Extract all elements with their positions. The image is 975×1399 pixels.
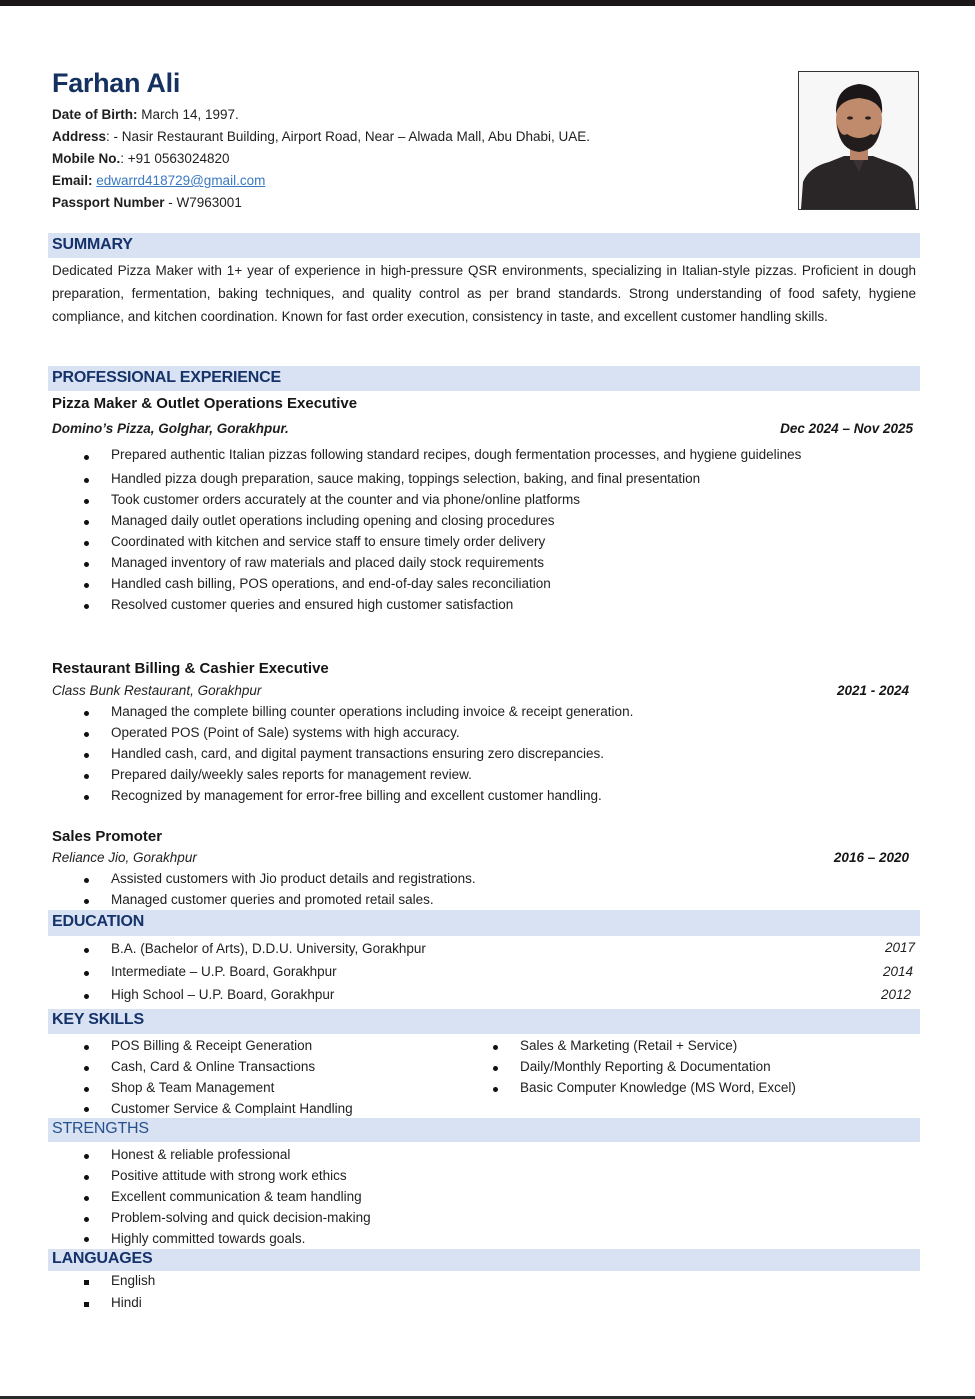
list-item: Coordinated with kitchen and service staff to ensure timely order delivery [82, 532, 801, 553]
email-line [52, 173, 265, 188]
list-item: Handled pizza dough preparation, sauce making, toppings selection, baking, and final presentation [82, 469, 801, 490]
mobile-line [52, 151, 229, 166]
address-value: : - Nasir Restaurant Building, Airport Road, Near – Alwada Mall, Abu Dhabi, UAE. [106, 129, 591, 144]
job-dates: 2021 - 2024 [836, 683, 909, 698]
passport-value: - W7963001 [164, 195, 242, 210]
list-item: POS Billing & Receipt Generation [82, 1036, 353, 1057]
section-title: STRENGTHS [52, 1120, 149, 1137]
section-title: KEY SKILLS [52, 1011, 144, 1028]
top-edge-bar [0, 0, 975, 6]
strengths-list [82, 1145, 371, 1249]
list-item: Handled cash, card, and digital payment transactions ensuring zero discrepancies. [82, 744, 633, 765]
list-item: Recognized by management for error-free billing and excellent customer handling. [82, 786, 633, 807]
education-year: 2012 [880, 987, 911, 1002]
list-item: Positive attitude with strong work ethics [82, 1166, 371, 1187]
job-company: Reliance Jio, Gorakhpur [52, 850, 197, 865]
job-title: Sales Promoter [52, 828, 163, 845]
job-dates: Dec 2024 – Nov 2025 [780, 421, 913, 436]
list-item: Intermediate – U.P. Board, Gorakhpur [82, 961, 426, 984]
list-item: Prepared authentic Italian pizzas following standard recipes, dough fermentation processes, and hygiene guidelines [82, 445, 801, 469]
list-item: Prepared daily/weekly sales reports for management review. [82, 765, 633, 786]
list-item: Managed daily outlet operations including opening and closing procedures [82, 511, 801, 532]
person-photo-icon [799, 72, 918, 209]
section-title: PROFESSIONAL EXPERIENCE [52, 369, 281, 386]
job-bullets [82, 445, 801, 616]
list-item: English [82, 1271, 155, 1293]
candidate-name: Farhan Ali [52, 68, 181, 98]
job-title: Pizza Maker & Outlet Operations Executive [52, 395, 358, 412]
list-item: Handled cash billing, POS operations, and end-of-day sales reconciliation [82, 574, 801, 595]
dob-line [52, 107, 239, 122]
profile-photo [798, 71, 919, 210]
email-label: Email: [52, 173, 93, 188]
list-item: Assisted customers with Jio product details and registrations. [82, 869, 476, 890]
dob-value: March 14, 1997. [137, 107, 239, 122]
skills-list-right [491, 1036, 796, 1099]
passport-line [52, 195, 242, 210]
list-item: Managed the complete billing counter operations including invoice & receipt generation. [82, 702, 633, 723]
education-year: 2014 [882, 964, 913, 979]
section-title: LANGUAGES [52, 1250, 153, 1267]
list-item: Cash, Card & Online Transactions [82, 1057, 353, 1078]
section-education-header [48, 910, 920, 936]
passport-label: Passport Number [52, 195, 165, 210]
section-title: SUMMARY [52, 236, 133, 253]
job-bullets [82, 869, 476, 911]
address-label: Address [52, 129, 107, 144]
section-strengths-header [48, 1118, 920, 1142]
list-item: Customer Service & Complaint Handling [82, 1099, 353, 1119]
section-skills-header [48, 1009, 920, 1034]
list-item: Operated POS (Point of Sale) systems with high accuracy. [82, 723, 633, 744]
list-item: Problem-solving and quick decision-making [82, 1208, 371, 1229]
list-item: Excellent communication & team handling [82, 1187, 371, 1208]
list-item: Resolved customer queries and ensured high customer satisfaction [82, 595, 801, 616]
job-title: Restaurant Billing & Cashier Executive [52, 660, 329, 677]
job-company: Class Bunk Restaurant, Gorakhpur [52, 683, 262, 698]
job-bullets [82, 702, 633, 807]
job-dates: 2016 – 2020 [833, 850, 909, 865]
list-item: Sales & Marketing (Retail + Service) [491, 1036, 796, 1057]
section-experience-header [48, 366, 920, 391]
list-item: Managed customer queries and promoted retail sales. [82, 890, 476, 911]
list-item: Honest & reliable professional [82, 1145, 371, 1166]
list-item: Hindi [82, 1293, 155, 1315]
email-link[interactable]: edwarrd418729@gmail.com [96, 173, 266, 188]
job-company: Domino’s Pizza, Golghar, Gorakhpur. [52, 421, 289, 436]
education-list [82, 938, 426, 1007]
address-line [52, 129, 590, 144]
list-item: Highly committed towards goals. [82, 1229, 371, 1249]
summary-text: Dedicated Pizza Maker with 1+ year of experience in high-pressure QSR environments, specializing in Italian-style pizzas. Proficient in dough preparation, fermentation, baking techniques, and quality control as per brand standards. Strong understanding of food safety, hygiene compliance, and kitchen coordination. Known for fast order execution, consistency in taste, and excellent customer handling skills. [52, 263, 916, 324]
mobile-value: : +91 0563024820 [120, 151, 230, 166]
list-item: Took customer orders accurately at the counter and via phone/online platforms [82, 490, 801, 511]
list-item: Shop & Team Management [82, 1078, 353, 1099]
list-item: High School – U.P. Board, Gorakhpur [82, 984, 426, 1007]
dob-label: Date of Birth: [52, 107, 138, 122]
list-item: B.A. (Bachelor of Arts), D.D.U. University, Gorakhpur [82, 938, 426, 961]
list-item: Managed inventory of raw materials and placed daily stock requirements [82, 553, 801, 574]
mobile-label: Mobile No. [52, 151, 121, 166]
list-item: Daily/Monthly Reporting & Documentation [491, 1057, 796, 1078]
section-languages-header [48, 1249, 920, 1271]
skills-list-left [82, 1036, 353, 1119]
section-summary-header [48, 233, 920, 258]
education-year: 2017 [884, 940, 915, 955]
section-title: EDUCATION [52, 913, 145, 930]
list-item: Basic Computer Knowledge (MS Word, Excel) [491, 1078, 796, 1099]
languages-list [82, 1271, 155, 1315]
